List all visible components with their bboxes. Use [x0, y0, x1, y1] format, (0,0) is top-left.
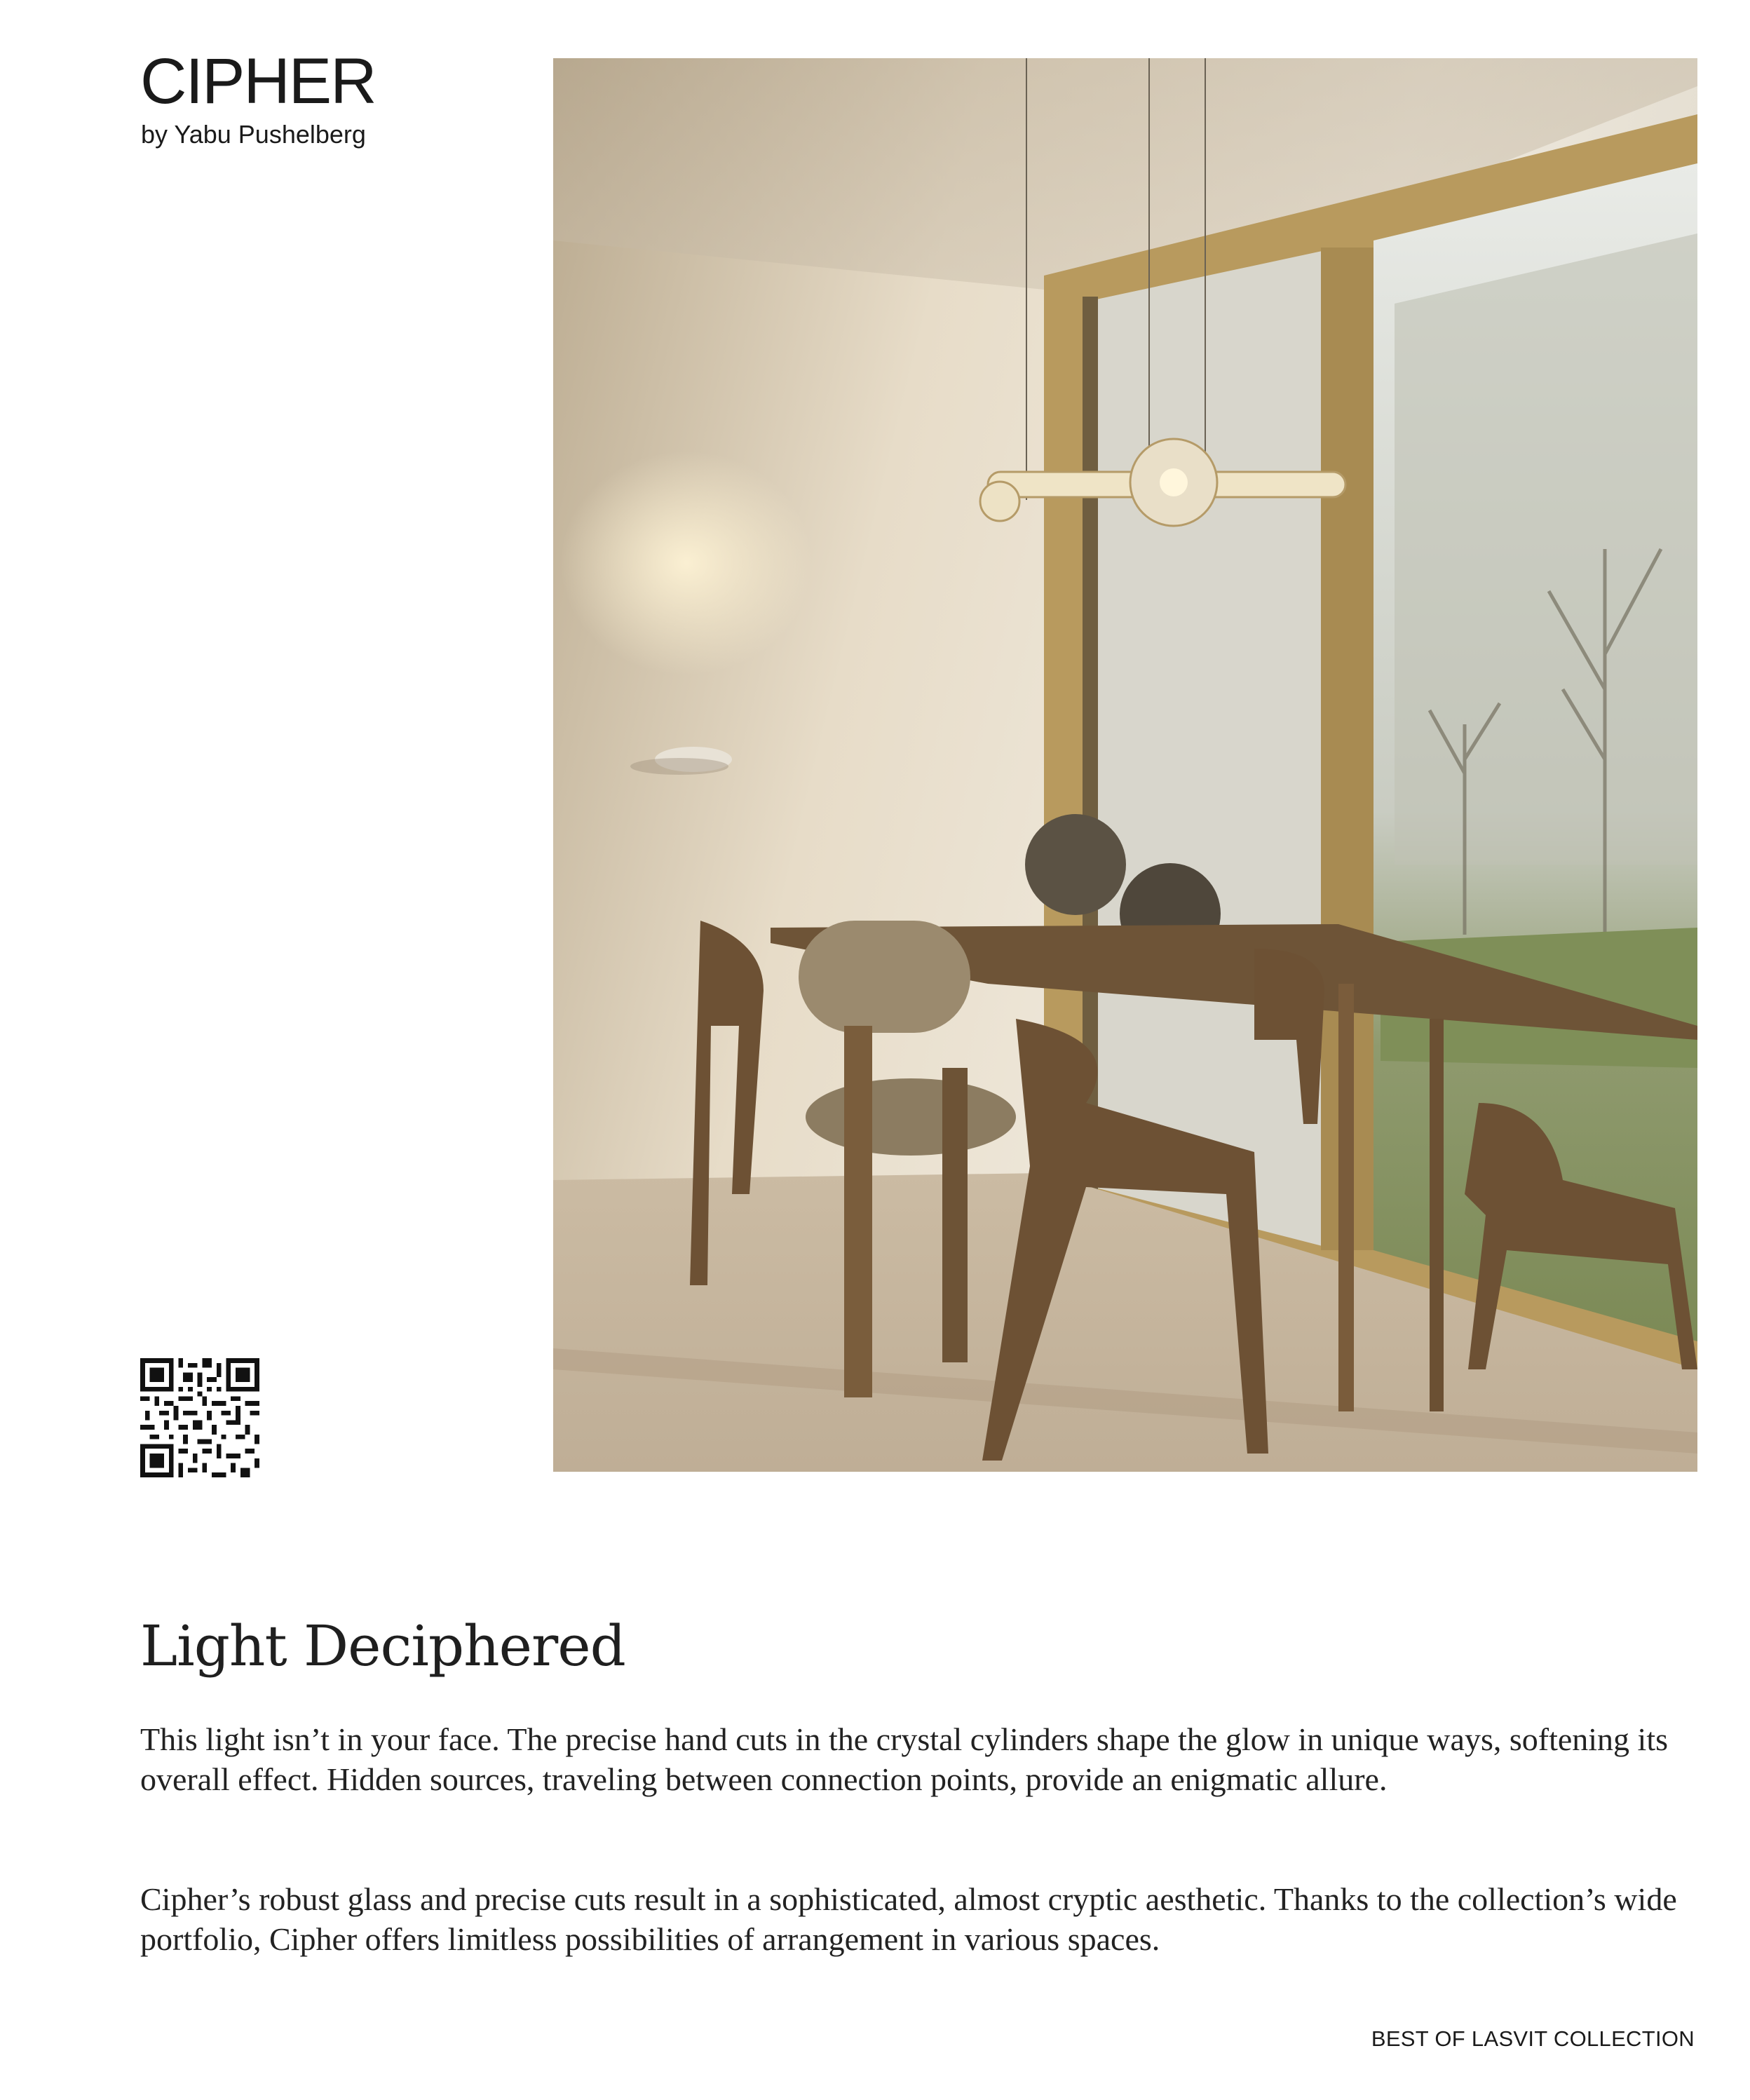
article-paragraph-2: Cipher’s robust glass and precise cuts result in a sophisticated, almost cryptic aesthetic. Thanks to the collection’s wide portfolio, Cipher offers limitless possibilities of arrangement in various spaces. [140, 1881, 1677, 1957]
qr-code-icon[interactable] [140, 1358, 259, 1477]
footer-collection-label: BEST OF LASVIT COLLECTION [1371, 2026, 1695, 2051]
article-heading: Light Deciphered [140, 1613, 625, 1679]
article-paragraph-1: This light isn’t in your face. The precise hand cuts in the crystal cylinders shape the glow in unique ways, softening its overall effect. Hidden sources, traveling between connection points, provide an enigmatic allure. [140, 1721, 1669, 1797]
brand-subtitle: by Yabu Pushelberg [141, 120, 366, 149]
brand-title: CIPHER [140, 46, 376, 117]
dining-room-photo [553, 58, 1697, 1472]
